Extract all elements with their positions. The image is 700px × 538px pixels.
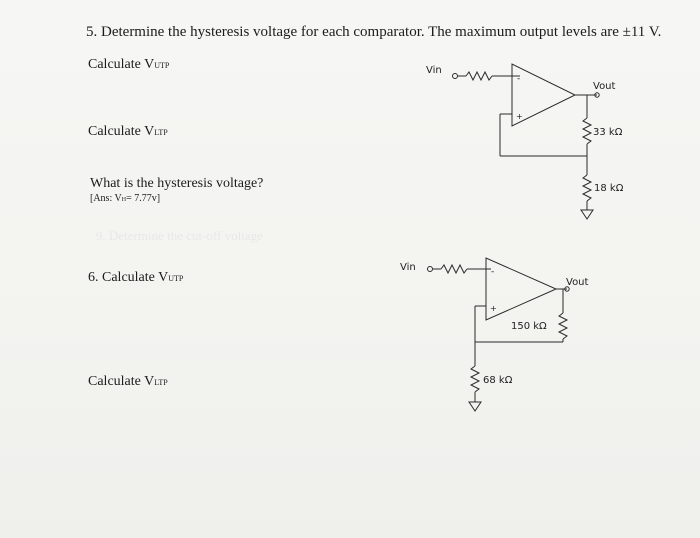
c1-vin-label: Vin: [426, 65, 442, 76]
c2-plus-label: +: [490, 304, 497, 313]
q5-answer-prefix: [Ans: V: [90, 193, 122, 204]
q6-ltp-label: Calculate V: [88, 374, 155, 389]
c1-18k-label: 18 kΩ: [594, 183, 624, 194]
c2-ground-icon: [469, 402, 481, 411]
c1-minus-label: -: [517, 74, 521, 84]
c1-input-node: [453, 74, 458, 79]
q5-hysteresis-question: What is the hysteresis voltage?: [90, 176, 264, 191]
q5-ltp-subscript: LTP: [154, 128, 168, 137]
q5-utp-label: Calculate V: [88, 57, 155, 72]
c1-33k-label: 33 kΩ: [593, 127, 623, 138]
c2-68k-label: 68 kΩ: [483, 375, 513, 386]
c2-minus-label: -: [491, 267, 495, 277]
q5-answer-value: = 7.77v]: [126, 193, 161, 204]
q6-utp-label: 6. Calculate V: [88, 270, 169, 285]
bleed-through-text: 9. Determine the cut-off voltage: [96, 228, 263, 243]
c1-plus-label: +: [516, 112, 523, 121]
c2-resistor-150k-icon: [559, 313, 567, 339]
q5-utp-subscript: UTP: [154, 61, 170, 70]
c1-resistor-18k-icon: [583, 175, 591, 201]
q5-ltp-label: Calculate V: [88, 124, 155, 139]
c2-vin-label: Vin: [400, 262, 416, 273]
q6-utp-subscript: UTP: [168, 274, 184, 283]
circuit-1: [453, 64, 600, 219]
c2-150k-label: 150 kΩ: [511, 321, 547, 332]
q5-answer-subscript: H: [121, 197, 127, 203]
c2-input-node: [428, 267, 433, 272]
c1-ground-icon: [581, 210, 593, 219]
question-5-prompt: 5. Determine the hysteresis voltage for each comparator. The maximum output levels are ±11 V.: [86, 24, 662, 40]
c1-resistor-33k-icon: [583, 118, 591, 144]
c2-vout-label: Vout: [566, 277, 589, 288]
c2-resistor-68k-icon: [471, 366, 479, 392]
c1-vout-label: Vout: [593, 81, 616, 92]
circuit-2: [428, 258, 570, 411]
q6-ltp-subscript: LTP: [154, 378, 168, 387]
c1-input-resistor-icon: [466, 72, 492, 80]
c2-input-resistor-icon: [441, 265, 467, 273]
